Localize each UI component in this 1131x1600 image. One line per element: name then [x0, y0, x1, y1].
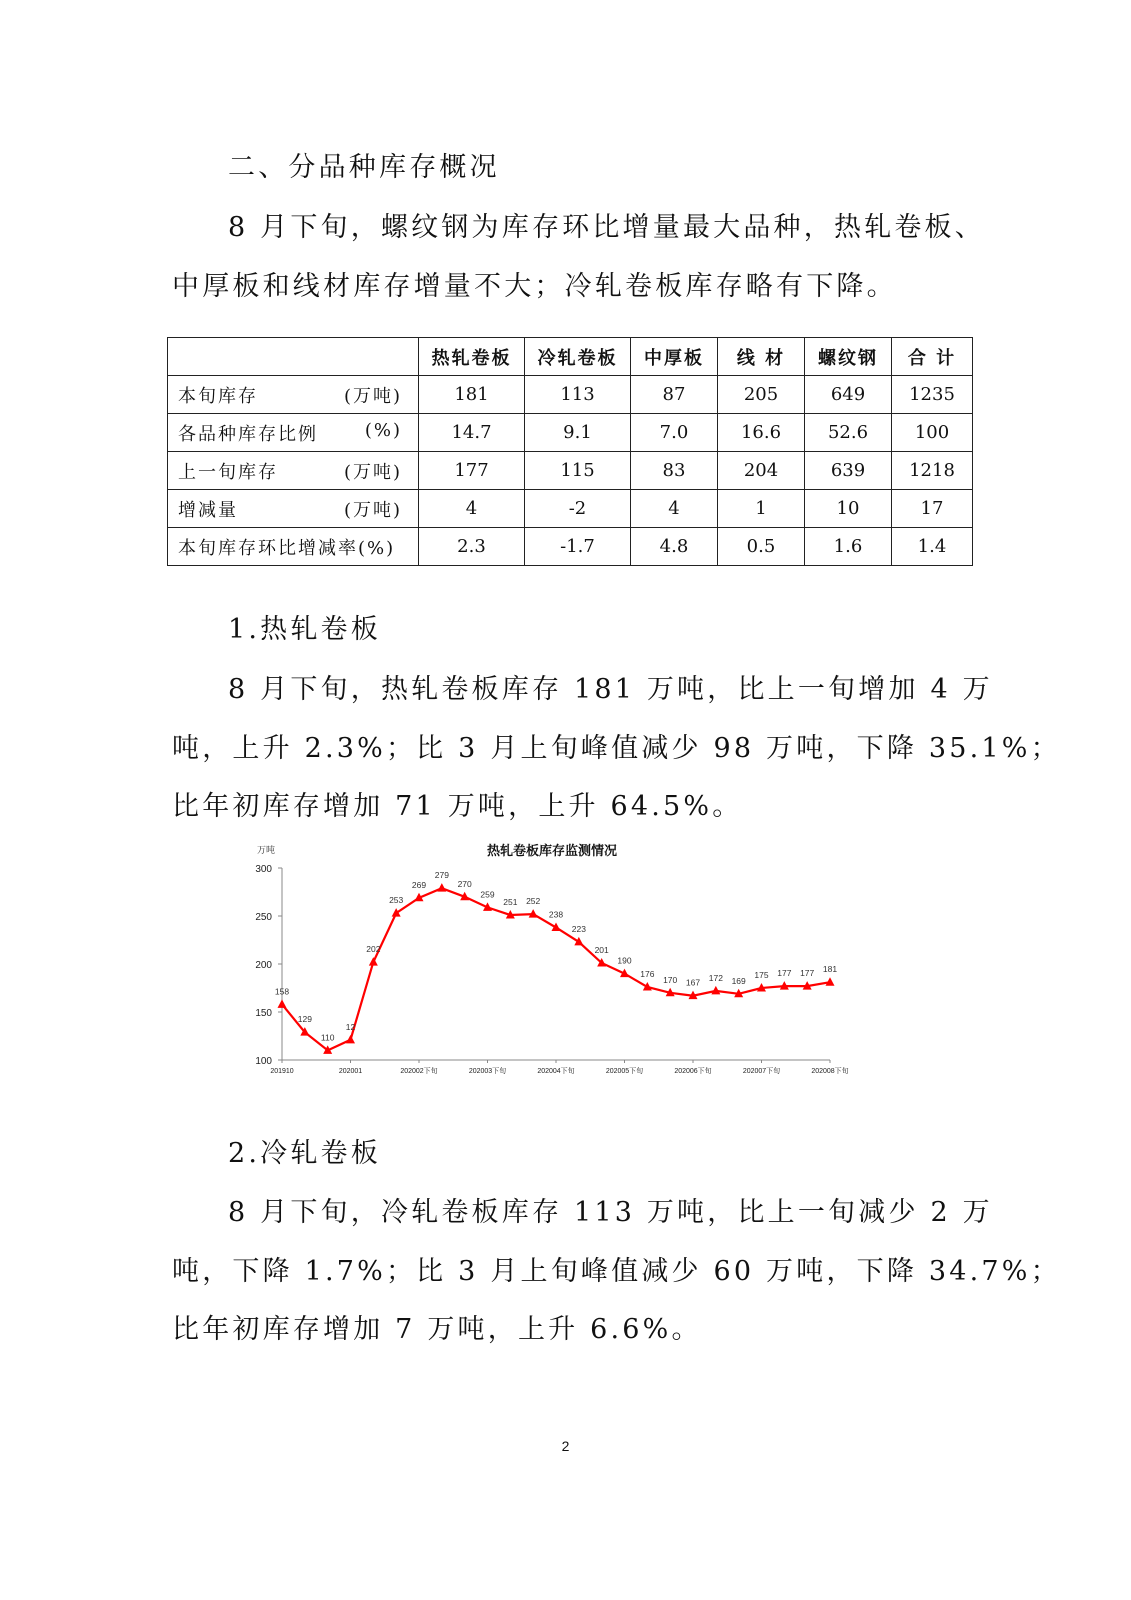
row-label-cell	[168, 528, 419, 566]
table-cell: 1235	[892, 376, 973, 414]
table-cell: 639	[805, 452, 892, 490]
table-cell: 100	[892, 414, 973, 452]
table-cell: -1.7	[525, 528, 631, 566]
row-label: 本旬库存	[178, 385, 258, 407]
chart-x-tick-label: 202008下旬	[811, 1068, 849, 1075]
row-label-cell	[168, 490, 419, 528]
table-cell: 1.6	[805, 528, 892, 566]
s2-heading: 2.冷轧卷板	[228, 1138, 381, 1169]
chart-data-label: 238	[548, 909, 564, 920]
table-cell: 9.1	[525, 414, 631, 452]
table-cell: 4	[419, 490, 525, 528]
chart-data-label: 201	[594, 945, 609, 956]
table-cell: 17	[892, 490, 973, 528]
table-cell: 115	[525, 452, 631, 490]
chart-data-label: 12	[345, 1021, 356, 1032]
table-row	[168, 376, 973, 414]
table-cell: 205	[718, 376, 805, 414]
table-cell: 649	[805, 376, 892, 414]
row-unit: (万吨)	[343, 499, 402, 521]
chart-data-label: 110	[320, 1032, 335, 1043]
chart-x-tick-label: 202002下旬	[400, 1068, 438, 1075]
table-row	[168, 490, 973, 528]
table-cell: 2.3	[419, 528, 525, 566]
s2-line-1: 8 月下旬，冷轧卷板库存 113 万吨，比上一旬减少 2 万	[228, 1197, 993, 1228]
chart-data-label: 169	[731, 975, 746, 986]
chart-y-tick-label: 150	[255, 1008, 272, 1019]
table-cell: 14.7	[419, 414, 525, 452]
chart-data-label: 176	[640, 969, 655, 980]
table-cell: 4.8	[631, 528, 718, 566]
hot-rolled-inventory-chart	[252, 835, 852, 1080]
table-header-cell: 合 计	[892, 338, 973, 376]
chart-data-label: 269	[411, 879, 427, 890]
chart-data-label: 259	[480, 889, 495, 900]
s1-line-2: 吨，上升 2.3%；比 3 月上旬峰值减少 98 万吨，下降 35.1%；	[172, 733, 1061, 764]
chart-data-label: 177	[800, 968, 815, 979]
section-heading: 二、分品种库存概况	[228, 152, 500, 183]
chart-y-tick-label: 250	[255, 912, 272, 923]
table-cell: 7.0	[631, 414, 718, 452]
s1-line-3: 比年初库存增加 71 万吨，上升 64.5%。	[172, 791, 743, 822]
chart-y-unit: 万吨	[257, 845, 276, 855]
row-unit: (%)	[364, 419, 402, 441]
s1-line-1: 8 月下旬，热轧卷板库存 181 万吨，比上一旬增加 4 万	[228, 674, 993, 705]
chart-y-tick-label: 100	[255, 1056, 272, 1067]
table-cell: 52.6	[805, 414, 892, 452]
chart-x-tick-label: 202003下旬	[468, 1068, 507, 1075]
intro-line-1: 8 月下旬，螺纹钢为库存环比增量最大品种，热轧卷板、	[228, 212, 985, 243]
chart-data-label: 251	[503, 897, 518, 908]
table-row	[168, 414, 973, 452]
table-cell: 4	[631, 490, 718, 528]
table-cell: 1218	[892, 452, 973, 490]
table-cell: 16.6	[718, 414, 805, 452]
s1-heading: 1.热轧卷板	[228, 614, 381, 645]
table-header-cell: 中厚板	[631, 338, 718, 376]
row-label: 增减量	[178, 499, 238, 521]
table-cell: 1.4	[892, 528, 973, 566]
row-label: 各品种库存比例	[178, 423, 318, 445]
table-cell: 0.5	[718, 528, 805, 566]
inventory-table	[167, 337, 973, 566]
chart-y-tick-label: 300	[255, 864, 272, 875]
row-label: 本旬库存环比增减率(%)	[178, 537, 396, 559]
chart-x-tick-label: 202006下旬	[674, 1068, 712, 1075]
chart-data-label: 170	[663, 974, 678, 985]
chart-x-tick-label: 202004下旬	[537, 1068, 575, 1075]
table-cell: 83	[631, 452, 718, 490]
chart-x-tick-label: 202001	[338, 1068, 363, 1075]
table-cell: 10	[805, 490, 892, 528]
chart-data-label: 279	[434, 870, 449, 881]
table-cell: 204	[718, 452, 805, 490]
table-row	[168, 528, 973, 566]
chart-data-label: 223	[571, 923, 586, 934]
table-cell: -2	[525, 490, 631, 528]
chart-x-tick-label: 201910	[270, 1068, 294, 1075]
row-unit: (万吨)	[343, 385, 402, 407]
chart-data-label: 253	[389, 895, 404, 906]
table-row	[168, 452, 973, 490]
chart-x-tick-label: 202007下旬	[742, 1068, 781, 1075]
row-label: 上一旬库存	[178, 461, 278, 483]
chart-data-label: 177	[777, 968, 792, 979]
table-header-row	[168, 338, 973, 376]
table-cell: 181	[419, 376, 525, 414]
table-cell: 113	[525, 376, 631, 414]
chart-x-tick-label: 202005下旬	[605, 1068, 644, 1075]
table-cell: 1	[718, 490, 805, 528]
chart-data-label: 252	[526, 896, 541, 907]
table-cell: 87	[631, 376, 718, 414]
s2-line-3: 比年初库存增加 7 万吨，上升 6.6%。	[172, 1314, 702, 1345]
table-cell: 177	[419, 452, 525, 490]
chart-data-label: 167	[685, 977, 701, 988]
row-label-cell	[168, 376, 419, 414]
chart-data-label: 175	[754, 970, 769, 980]
chart-data-label: 202	[366, 944, 381, 955]
chart-title: 热轧卷板库存监测情况	[486, 843, 618, 858]
table-header-cell: 螺纹钢	[805, 338, 892, 376]
table-header-cell: 线 材	[718, 338, 805, 376]
row-unit: (万吨)	[343, 461, 402, 483]
chart-data-label: 158	[274, 986, 290, 997]
row-label-cell	[168, 452, 419, 490]
intro-line-2: 中厚板和线材库存增量不大；冷轧卷板库存略有下降。	[172, 271, 897, 302]
chart-y-tick-label: 200	[255, 960, 272, 971]
page-number: 2	[561, 1438, 570, 1454]
chart-data-label: 270	[457, 878, 472, 889]
table-header-cell: 热轧卷板	[419, 338, 525, 376]
table-header-cell	[168, 338, 419, 376]
row-label-cell	[168, 414, 419, 452]
chart-data-label: 190	[617, 955, 632, 966]
table-header-cell: 冷轧卷板	[525, 338, 631, 376]
s2-line-2: 吨，下降 1.7%；比 3 月上旬峰值减少 60 万吨，下降 34.7%；	[172, 1256, 1061, 1287]
chart-data-label: 129	[297, 1014, 312, 1025]
chart-data-label: 181	[822, 964, 838, 975]
chart-data-label: 172	[708, 972, 723, 983]
